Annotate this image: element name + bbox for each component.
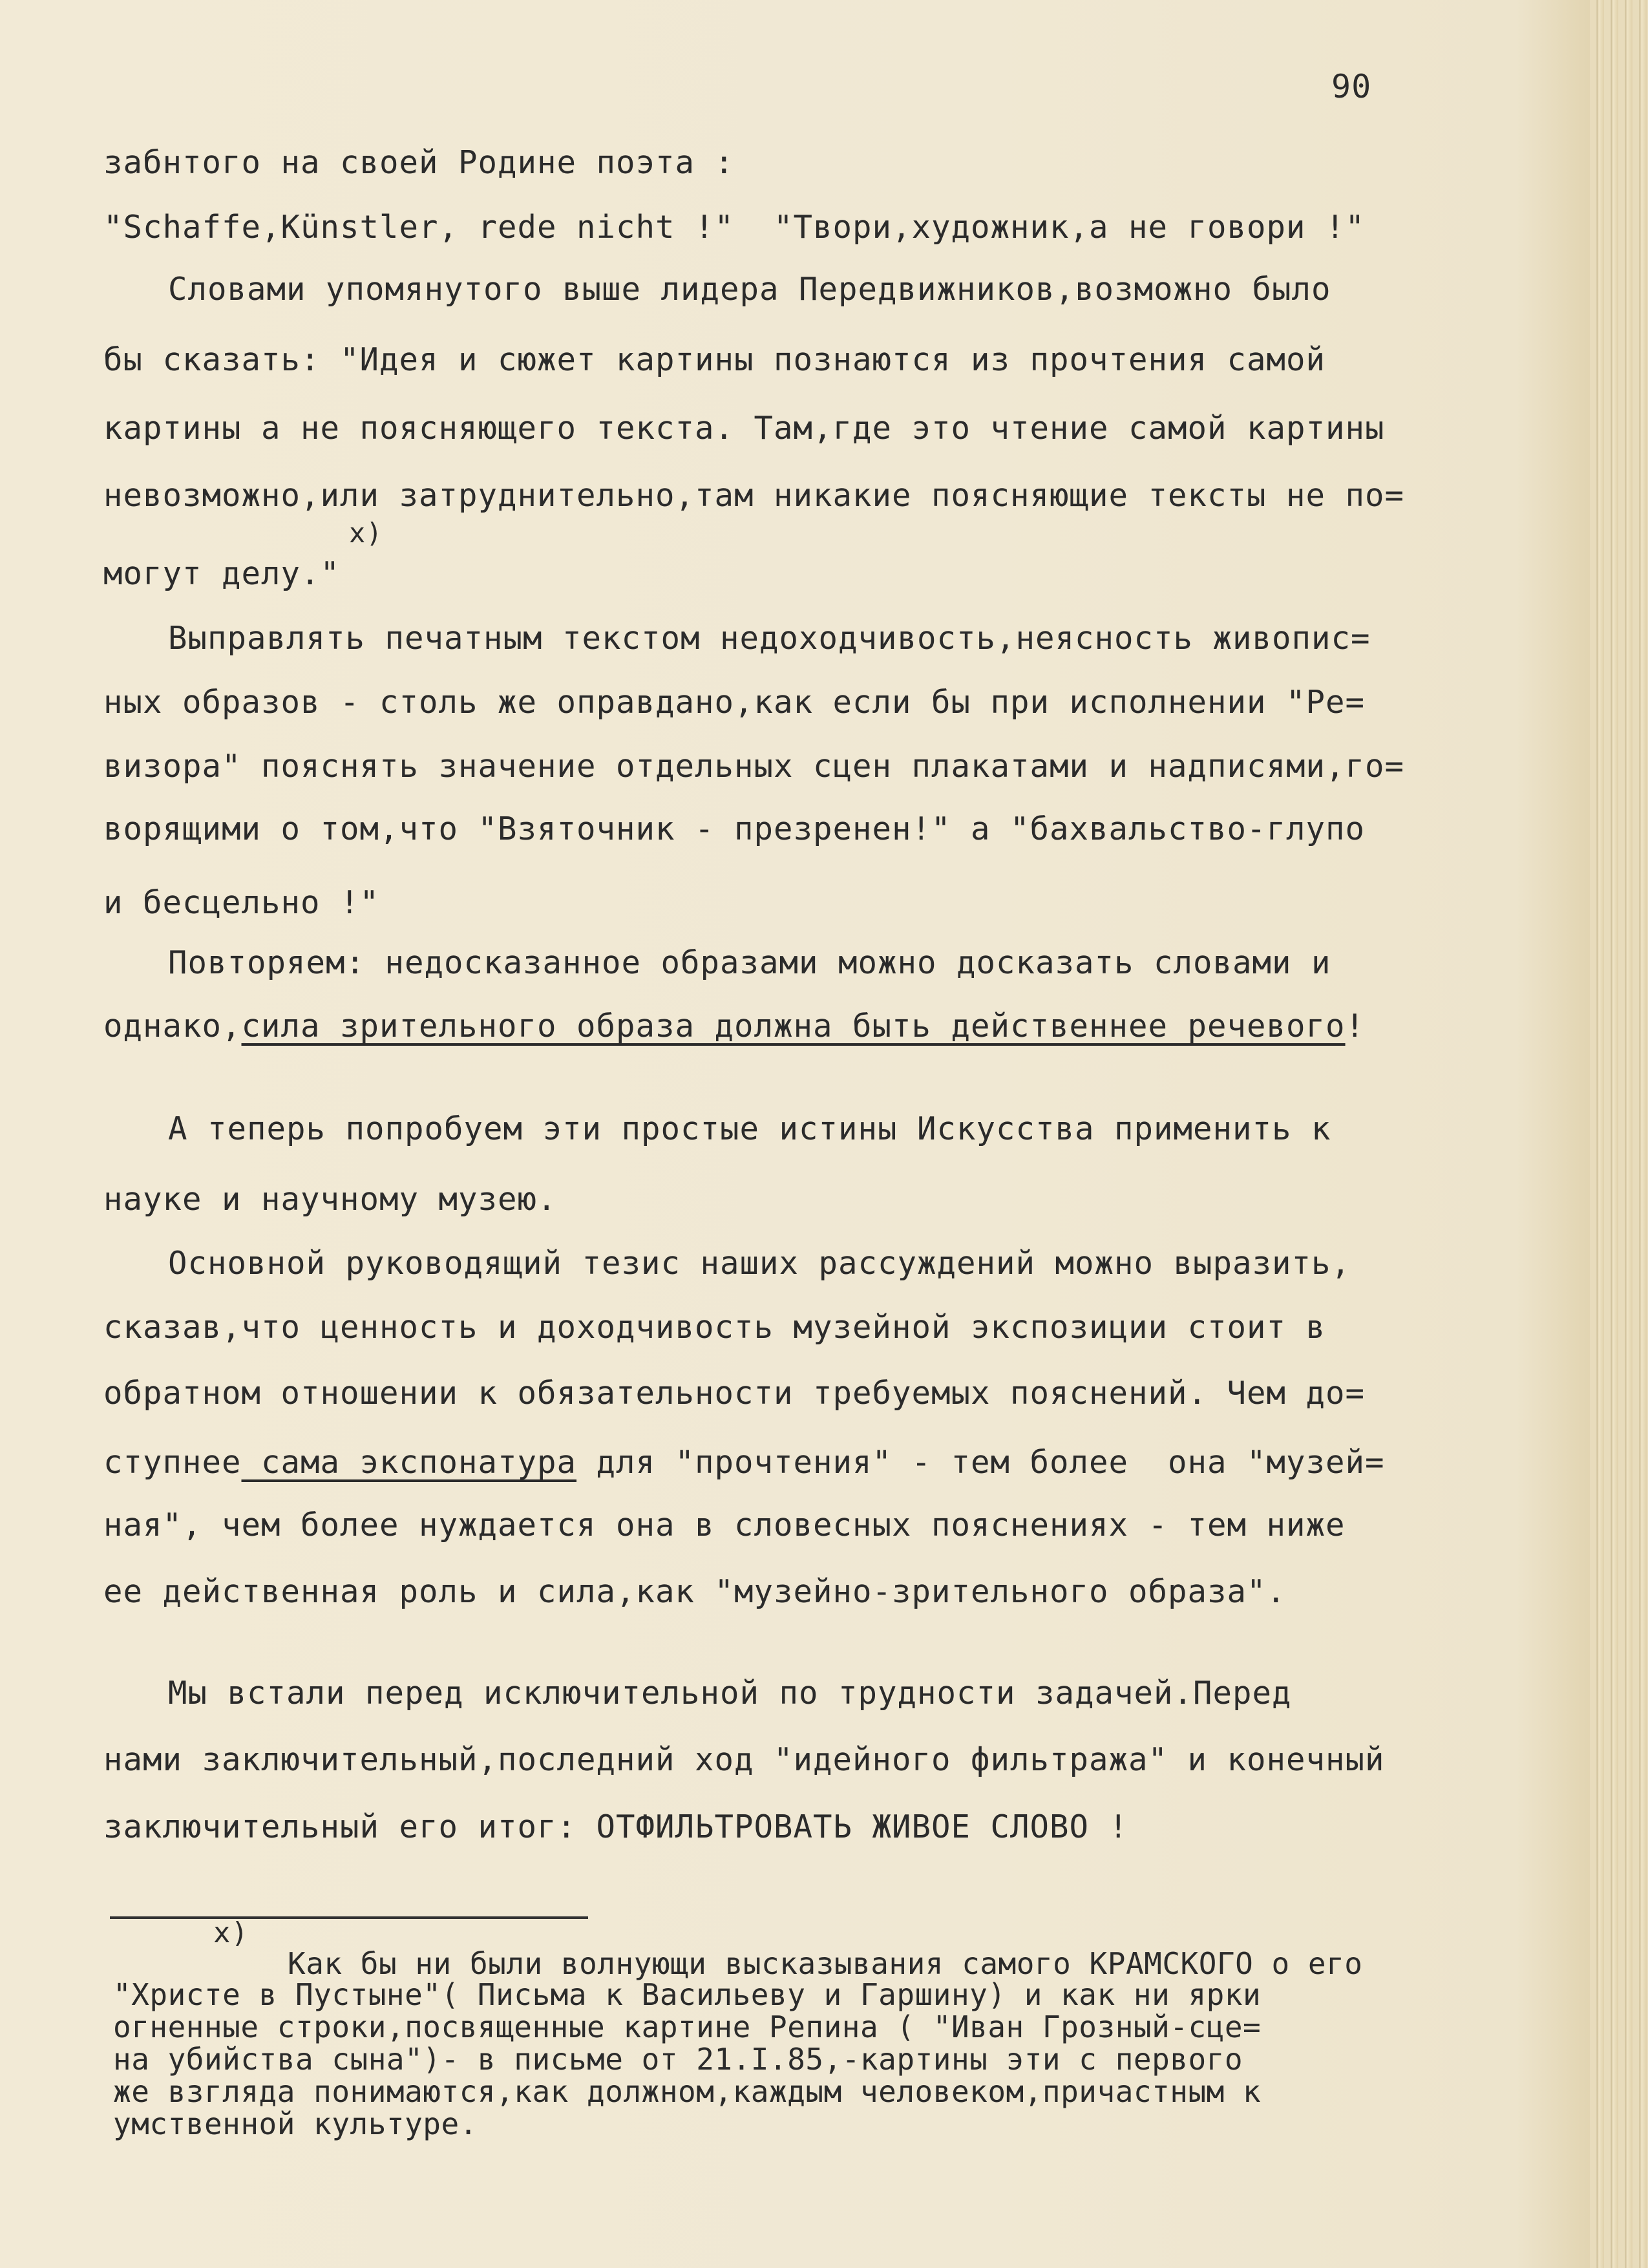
text-line: науке и научному музею. [103, 1181, 557, 1218]
text-line [103, 1007, 1365, 1046]
text-line: "Schaffe,Künstler, rede nicht !" "Твори,художник,а не говори !" [103, 209, 1366, 246]
text-line: заключительный его итог: ОТФИЛЬТРОВАТЬ ЖИВОЕ СЛОВО ! [103, 1808, 1129, 1845]
text-line: ная", чем более нуждается она в словесных пояснениях - тем ниже [103, 1507, 1346, 1543]
underlined-emphasis: сила зрительного образа должна быть действеннее речевого [241, 1008, 1346, 1044]
text-line [103, 1443, 1385, 1482]
text-line: невозможно,или затруднительно,там никакие поясняющие тексты не по= [103, 477, 1405, 514]
text-line: могут делу." [103, 555, 341, 592]
underlined-emphasis: сама экспонатура [241, 1444, 577, 1481]
text-fragment: однако, [103, 1008, 242, 1044]
text-line: Основной руководящий тезис наших рассуждений можно выразить, [168, 1245, 1351, 1282]
footnote-line: же взгляда понимаются,как должном,каждым человеком,причастным к [113, 2074, 1262, 2109]
footnote-line: на убийства сына")- в письме от 21.I.85,-картины эти с первого [113, 2042, 1243, 2077]
footnote-line: умственной культуре. [113, 2106, 478, 2141]
text-line: нами заключительный,последний ход "идейного фильтража" и конечный [103, 1741, 1385, 1778]
text-line: А теперь попробуем эти простые истины Искусства применить к [168, 1110, 1331, 1147]
text-line: визора" пояснять значение отдельных сцен плакатами и надписями,го= [103, 748, 1405, 785]
text-line: ее действенная роль и сила,как "музейно-зрительного образа". [103, 1573, 1287, 1610]
page-number: 90 [1331, 68, 1372, 105]
text-line: обратном отношении к обязательности требуемых пояснений. Чем до= [103, 1375, 1366, 1412]
text-line: бы сказать: "Идея и сюжет картины познаются из прочтения самой [103, 341, 1326, 378]
text-fragment: для "прочтения" - тем более она "музей= [576, 1444, 1385, 1481]
text-line: ных образов - столь же оправдано,как если бы при исполнении "Ре= [103, 684, 1366, 721]
text-line: Повторяем: недосказанное образами можно досказать словами и [168, 944, 1331, 981]
footnote-line: огненные строки,посвященные картине Репина ( "Иван Грозный-сце= [113, 2009, 1262, 2044]
text-fragment: ступнее [103, 1444, 242, 1481]
text-line: ворящими о том,что "Взяточник - презренен!" а "бахвальство-глупо [103, 811, 1366, 847]
text-line: картины а не поясняющего текста. Там,где это чтение самой картины [103, 410, 1385, 447]
footnote-line: Как бы ни были волнующи высказывания самого КРАМСКОГО о его [288, 1946, 1363, 1981]
text-fragment: ! [1345, 1008, 1366, 1044]
text-line: Выправлять печатным текстом недоходчивость,неясность живопис= [168, 620, 1371, 657]
text-line: Мы встали перед исключительной по трудности задачей.Перед [168, 1675, 1292, 1712]
footnote-divider [110, 1916, 588, 1919]
footnote-mark: x) [213, 1916, 249, 1949]
text-line: забнтого на своей Родине поэта : [103, 144, 735, 181]
footnote-line: "Христе в Пустыне"( Письма к Васильеву и Гаршину) и как ни ярки [113, 1977, 1262, 2012]
footnote-reference-mark: x) [349, 517, 383, 549]
text-line: сказав,что ценность и доходчивость музейной экспозиции стоит в [103, 1309, 1326, 1346]
page-stack-edge [1590, 0, 1648, 2268]
text-line: и бесцельно !" [103, 884, 380, 921]
text-line: Словами упомянутого выше лидера Передвижников,возможно было [168, 271, 1331, 308]
